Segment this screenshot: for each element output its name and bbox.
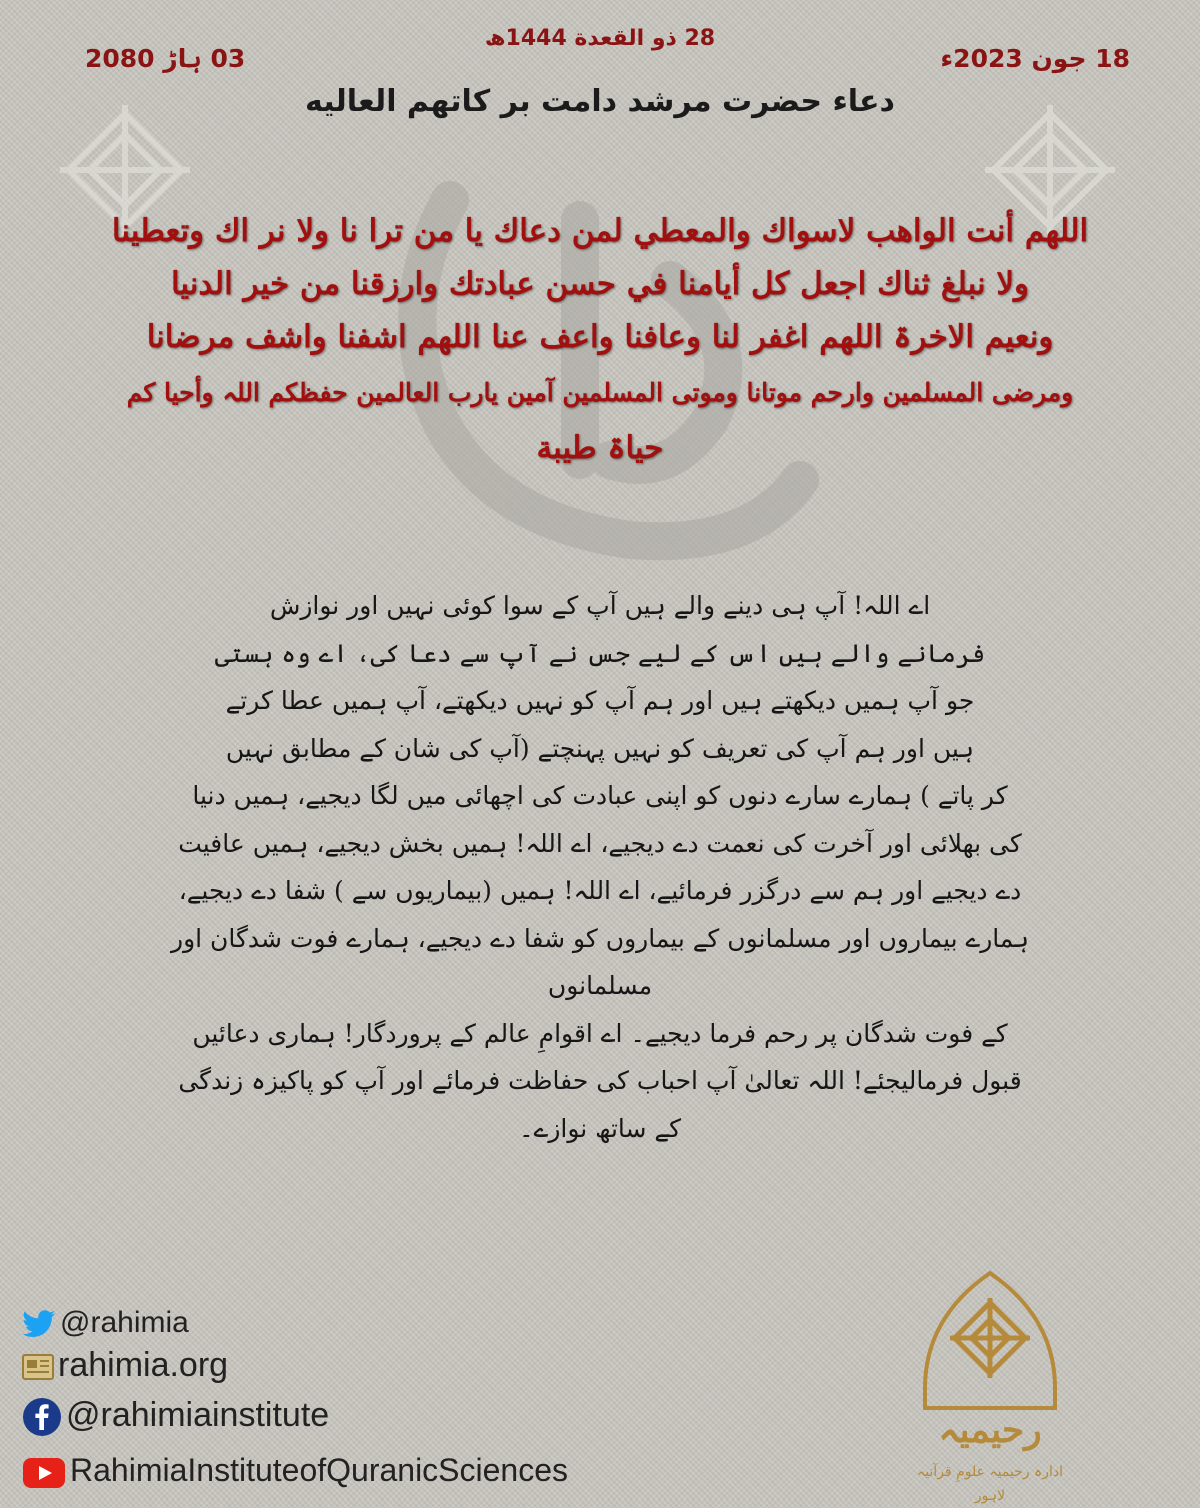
arabic-line: ولا نبلغ ثناك اجعل کل أیامنا في حسن عبادتك وارزقنا من خیر الدنیا	[170, 266, 1030, 302]
urdu-line: اے اللہ! آپ ہی دینے والے ہیں آپ کے سوا کوئی نہیں اور نوازش	[269, 591, 931, 620]
twitter-icon	[22, 1310, 56, 1338]
hijri-date: 28 ذو القعدة 1444ھ	[484, 26, 716, 51]
arabic-line: حیاۃ طیبة	[536, 430, 664, 466]
urdu-line: کر پاتے ) ہمارے سارے دنوں کو اپنی عبادت کی اچھائی میں لگا دیجیے، ہمیں دنیا	[192, 781, 1008, 810]
gregorian-date: 18 جون 2023ء	[940, 44, 1130, 73]
urdu-line: فرمانے والے ہیں اس کے لیے جس نے آپ سے دعا کی، اے وہ ہستی	[214, 638, 986, 668]
facebook-icon	[22, 1397, 62, 1437]
logo-subtitle: ادارہ رحیمیہ علومِ قرآنیہ لاہور	[916, 1464, 1063, 1504]
urdu-line: جو آپ ہمیں دیکھتے ہیں اور ہم آپ کو نہیں دیکھتے، آپ ہمیں عطا کرتے	[225, 686, 975, 715]
arabic-dua	[60, 205, 1140, 475]
logo-wordmark	[905, 1410, 1075, 1508]
youtube-channel: RahimiaInstituteofQuranicSciences	[70, 1452, 569, 1488]
arabic-line: ونعیم الاخرۃ اللھم اغفر لنا وعافنا واعف عنا اللھم اشفنا واشف مرضانا	[146, 319, 1054, 355]
website-link[interactable]	[22, 1346, 228, 1385]
twitter-link[interactable]	[22, 1306, 189, 1340]
twitter-handle: @rahimia	[60, 1306, 189, 1339]
web-icon	[22, 1354, 54, 1380]
bikrami-date: 03 ہاڑ 2080	[85, 44, 246, 73]
urdu-translation	[150, 582, 1050, 1152]
youtube-icon	[22, 1457, 66, 1489]
website-url: rahimia.org	[58, 1346, 229, 1384]
urdu-line: قبول فرمالیجئے! اللہ تعالیٰ آپ احباب کی حفاظت فرمائے اور آپ کو پاکیزہ زندگی	[178, 1066, 1022, 1095]
facebook-link[interactable]	[22, 1396, 329, 1437]
urdu-line: کے ساتھ نوازے۔	[519, 1113, 681, 1143]
logo-name: رحیمیہ	[938, 1409, 1042, 1451]
arabic-line: ومرضی المسلمین وارحم موتانا وموتی المسلمین آمین یارب العالمین حفظکم اللہ وأحیا کم	[126, 378, 1074, 407]
page-title: دعاء حضرت مرشد دامت بر کاتھم العالیه	[305, 84, 895, 119]
urdu-line: کے فوت شدگان پر رحم فرما دیجیے۔ اے اقوامِ عالم کے پروردگار! ہماری دعائیں	[192, 1018, 1008, 1048]
urdu-line: ہمارے بیماروں اور مسلمانوں کے بیماروں کو شفا دے دیجیے، ہمارے فوت شدگان اور مسلمانوں	[171, 923, 1029, 1000]
urdu-line: کی بھلائی اور آخرت کی نعمت دے دیجیے، اے اللہ! ہمیں بخش دیجیے، ہمیں عافیت	[178, 828, 1022, 858]
youtube-link[interactable]	[22, 1452, 568, 1489]
facebook-handle: @rahimiainstitute	[66, 1396, 330, 1434]
urdu-line: ہیں اور ہم آپ کی تعریف کو نہیں پہنچتے (آپ کی شان کے مطابق نہیں	[225, 733, 975, 763]
urdu-line: دے دیجیے اور ہم سے درگزر فرمائیے، اے اللہ! ہمیں (بیماریوں سے ) شفا دے دیجیے،	[178, 876, 1022, 905]
arabic-line: اللھم أنت الواھب لاسواك والمعطي لمن دعاك یا من ترا نا ولا نر اك وتعطینا	[111, 213, 1089, 249]
